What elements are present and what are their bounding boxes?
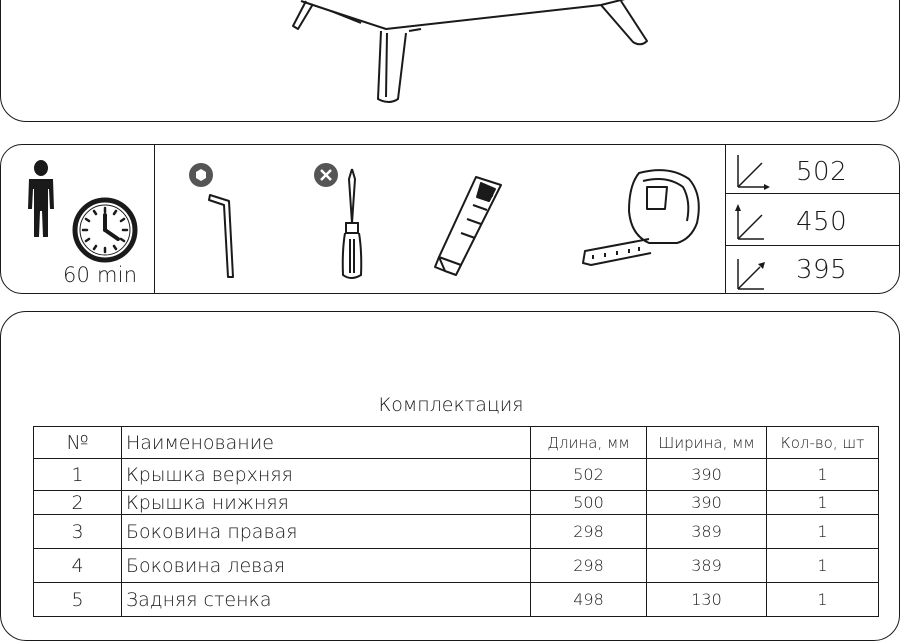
- column-header-length: Длина, мм: [531, 427, 647, 459]
- table-row: [34, 549, 879, 583]
- parts-table: [33, 426, 879, 617]
- table-row: [34, 459, 879, 491]
- furniture-legs-illustration: [1, 0, 900, 123]
- dimension-height-value: 450: [796, 207, 848, 237]
- row-quantity: 1: [767, 515, 879, 549]
- row-quantity: 1: [767, 583, 879, 617]
- row-width: 130: [647, 583, 767, 617]
- column-header-number: №: [34, 427, 122, 459]
- column-header-quantity: Кол-во, шт: [767, 427, 879, 459]
- height-arrow-icon: [734, 203, 774, 243]
- row-width: 389: [647, 515, 767, 549]
- row-number: 5: [34, 583, 122, 617]
- row-quantity: 1: [767, 491, 879, 515]
- parts-list-title: Комплектация: [378, 394, 524, 416]
- dimension-width-value: 502: [796, 157, 848, 187]
- divider: [725, 193, 899, 194]
- row-length: 298: [531, 515, 647, 549]
- row-length: 498: [531, 583, 647, 617]
- row-width: 389: [647, 549, 767, 583]
- row-length: 500: [531, 491, 647, 515]
- clock-icon: [71, 195, 143, 267]
- illustration-panel: [0, 0, 900, 122]
- row-length: 298: [531, 549, 647, 583]
- column-header-name: Наименование: [122, 427, 531, 459]
- row-number: 1: [34, 459, 122, 491]
- row-quantity: 1: [767, 549, 879, 583]
- tools-panel: [0, 144, 900, 294]
- column-header-width: Ширина, мм: [647, 427, 767, 459]
- phillips-screwdriver-icon: [309, 161, 379, 286]
- dimension-depth-value: 395: [796, 255, 848, 285]
- table-row: [34, 515, 879, 549]
- row-quantity: 1: [767, 459, 879, 491]
- divider: [725, 145, 726, 293]
- person-icon: [23, 159, 63, 239]
- row-name: Крышка верхняя: [122, 459, 531, 491]
- divider: [725, 245, 899, 246]
- row-name: Задняя стенка: [122, 583, 531, 617]
- hex-key-icon: [183, 161, 243, 281]
- tape-measure-icon: [579, 165, 709, 275]
- row-length: 502: [531, 459, 647, 491]
- row-width: 390: [647, 491, 767, 515]
- depth-arrow-icon: [734, 253, 774, 293]
- table-header-row: [34, 427, 879, 459]
- row-name: Боковина левая: [122, 549, 531, 583]
- row-number: 4: [34, 549, 122, 583]
- parts-panel: [0, 311, 900, 641]
- row-number: 3: [34, 515, 122, 549]
- utility-knife-icon: [421, 171, 511, 294]
- divider: [154, 145, 155, 293]
- row-width: 390: [647, 459, 767, 491]
- row-name: Крышка нижняя: [122, 491, 531, 515]
- table-row: [34, 491, 879, 515]
- row-number: 2: [34, 491, 122, 515]
- assembly-time-label: 60 min: [63, 263, 138, 287]
- width-arrow-icon: [734, 153, 774, 193]
- row-name: Боковина правая: [122, 515, 531, 549]
